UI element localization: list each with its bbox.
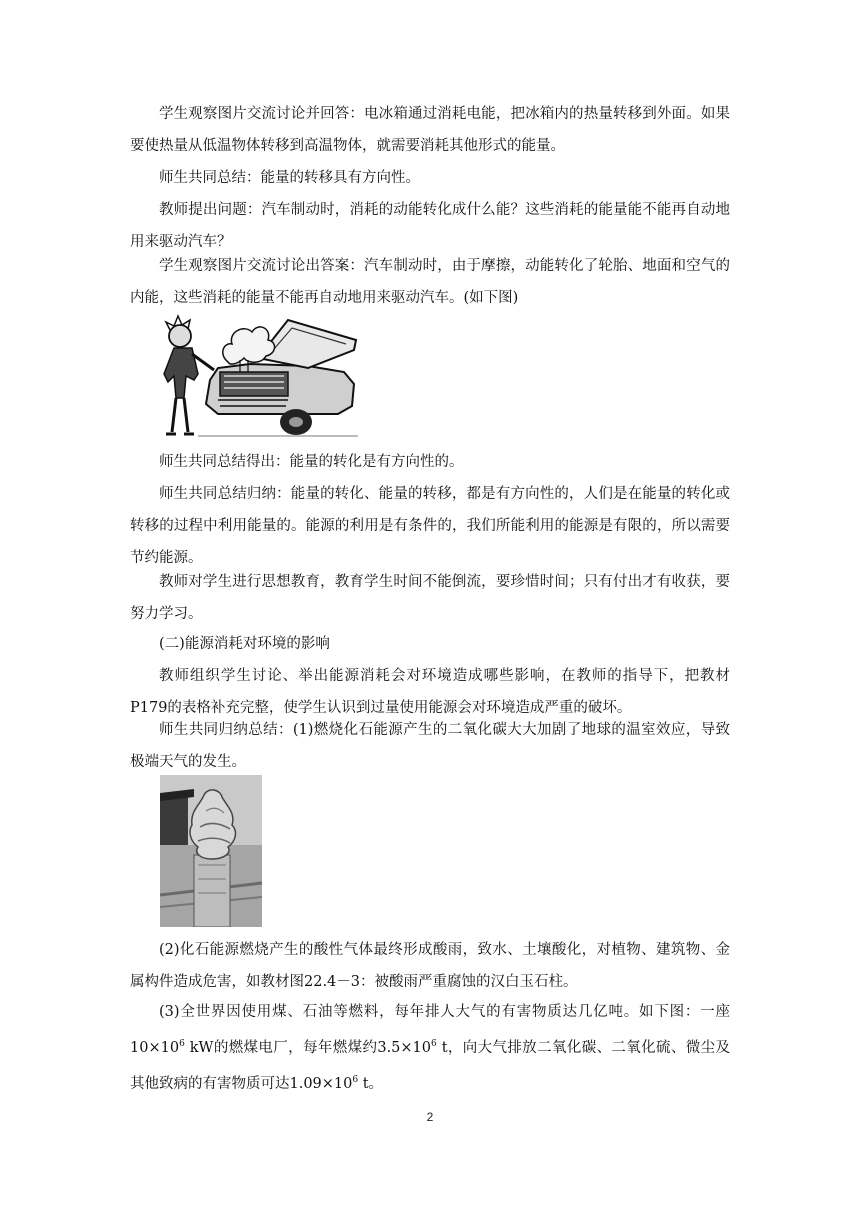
paragraph-fridge-answer: 学生观察图片交流讨论并回答：电冰箱通过消耗电能，把冰箱内的热量转移到外面。如果要使热量从低温物体转移到高温物体，就需要消耗其他形式的能量。 [130,106,730,154]
paragraph-acid-rain: (2)化石能源燃烧产生的酸性气体最终形成酸雨，致水、土壤酸化，对植物、建筑物、金属构件造成危害，如教材图22.4－3：被酸雨严重腐蚀的汉白玉石柱。 [130,942,730,990]
paragraph-summary-energy: 师生共同总结归纳：能量的转化、能量的转移，都是有方向性的，人们是在能量的转化或转移的过程中利用能量的。能源的利用是有条件的，我们所能利用的能源是有限的，所以需要节约能源。 [130,486,730,566]
paragraph-conversion-direction: 师生共同总结得出：能量的转化是有方向性的。 [159,454,464,470]
paragraph-transfer-direction: 师生共同总结：能量的转移具有方向性。 [159,170,420,186]
paragraph-discussion: 教师组织学生讨论、举出能源消耗会对环境造成哪些影响，在教师的指导下，把教材P179的表格补充完整，使学生认识到过量使用能源会对环境造成严重的破坏。 [130,668,730,716]
paragraph-teacher-question: 教师提出问题：汽车制动时，消耗的动能转化成什么能？这些消耗的能量能不能再自动地用来驱动汽车？ [130,202,730,250]
section-heading-environment: (二)能源消耗对环境的影响 [159,636,330,652]
paragraph-brake-answer: 学生观察图片交流讨论出答案：汽车制动时，由于摩擦，动能转化了轮胎、地面和空气的内能，这些消耗的能量不能再自动地用来驱动汽车。(如下图) [130,258,730,306]
paragraph-greenhouse: 师生共同归纳总结：(1)燃烧化石能源产生的二氧化碳大大加剧了地球的温室效应，导致极端天气的发生。 [130,722,730,770]
paragraph-moral-education: 教师对学生进行思想教育，教育学生时间不能倒流，要珍惜时间；只有付出才有收获，要努力学习。 [130,574,730,622]
car-engine-illustration [158,310,358,442]
corroded-pillar-photo [160,775,262,927]
paragraph-pollutants: (3)全世界因使用煤、石油等燃料，每年排人大气的有害物质达几亿吨。如下图：一座$10\times 10^6$ kW的燃煤电厂，每年燃煤约$3.5\times 10^6$ t，向大气排放二氧化碳、二氧化硫、微尘及其他致病的有害物质可达$1.09\times 10^6$ t。 [130,1004,730,1092]
page-number: 2 [426,1110,434,1124]
